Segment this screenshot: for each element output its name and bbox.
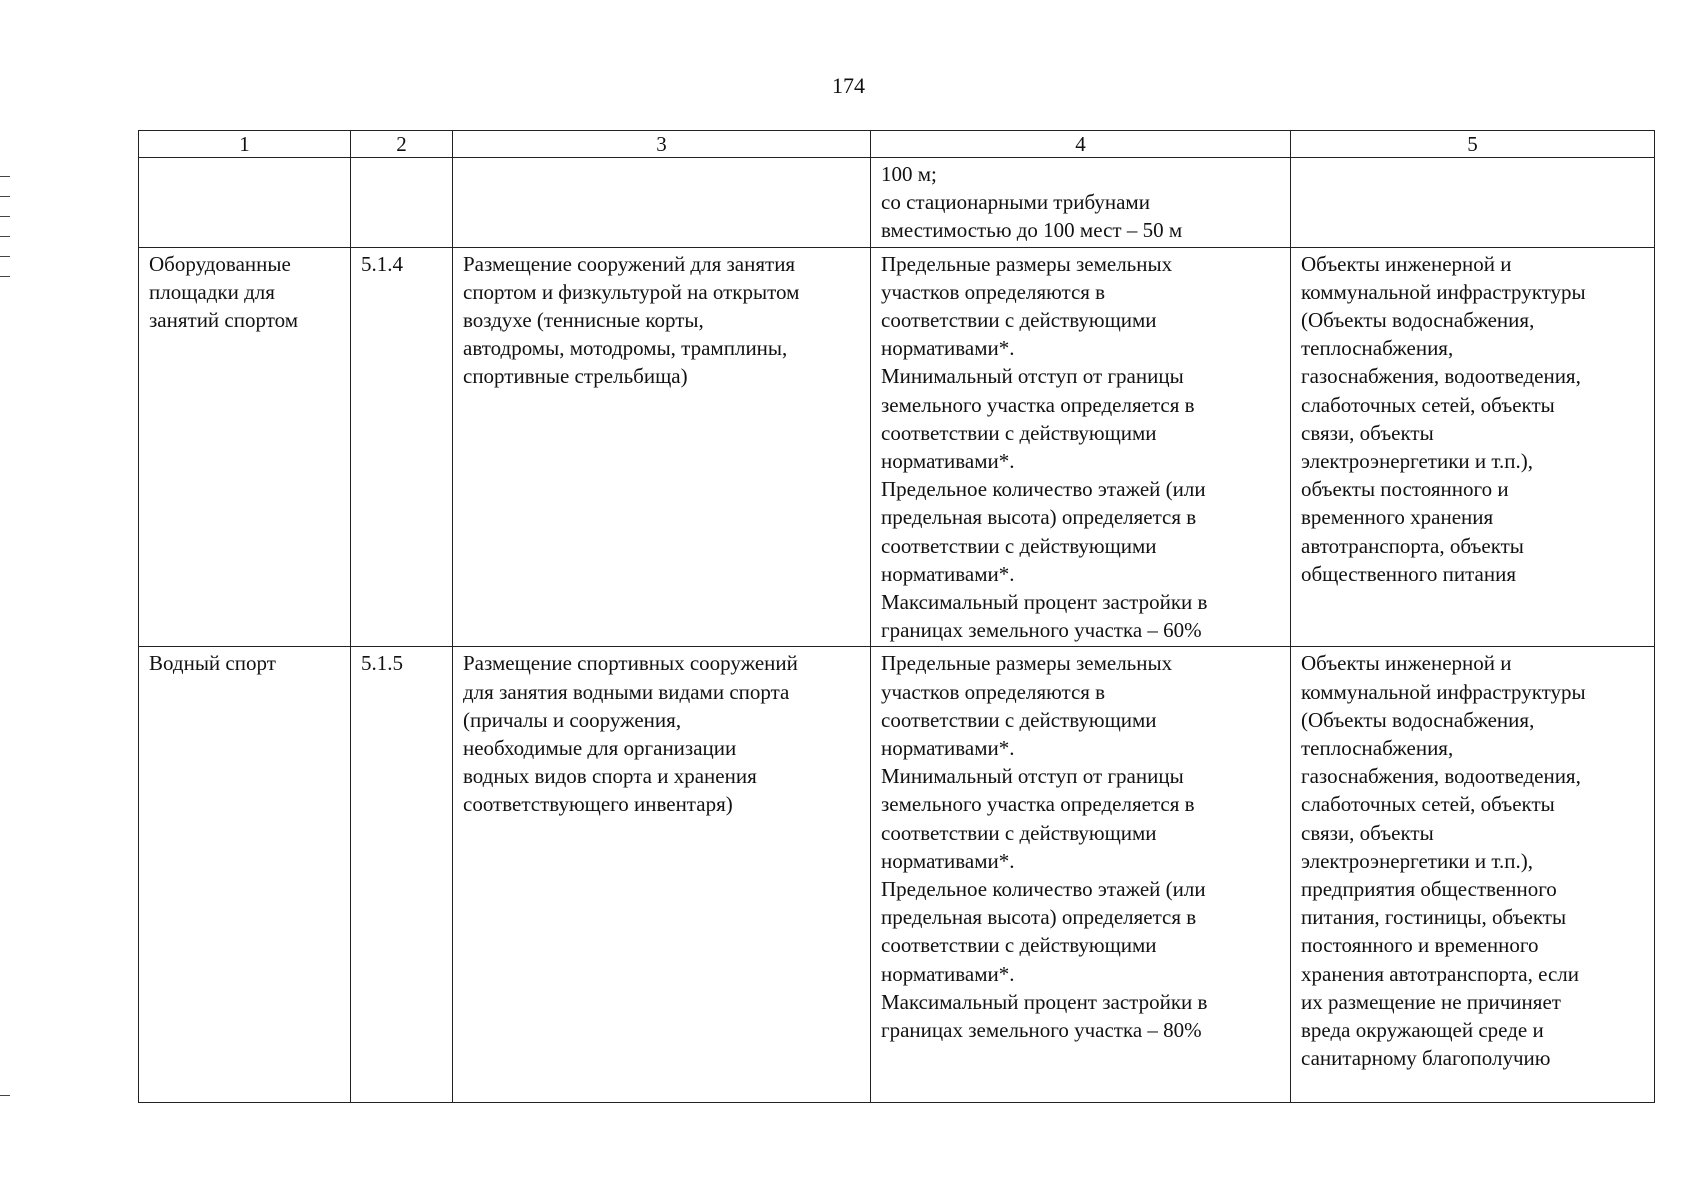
text-line: Максимальный процент застройки в xyxy=(881,590,1208,615)
text-line: временного хранения xyxy=(1301,505,1494,530)
text-line: слаботочных сетей, объекты xyxy=(1301,392,1555,417)
text-line: участков определяются в xyxy=(881,679,1106,704)
use-name-cell xyxy=(139,647,351,1103)
auxiliary-uses-cell xyxy=(1291,647,1655,1103)
text-line: автодромы, мотодромы, трамплины, xyxy=(463,336,788,361)
table-cell xyxy=(139,158,351,248)
text-line: Размещение сооружений для занятия xyxy=(463,251,796,276)
text-line: (Объекты водоснабжения, xyxy=(1301,308,1535,333)
text-line: нормативами*. xyxy=(881,961,1015,986)
text-line: Водный спорт xyxy=(149,651,276,676)
description-cell xyxy=(453,647,871,1103)
text-line: Предельные размеры земельных xyxy=(881,251,1173,276)
text-line: вместимостью до 100 мест – 50 м xyxy=(881,218,1183,243)
text-line: (причалы и сооружения, xyxy=(463,707,682,732)
text-line: электроэнергетики и т.п.), xyxy=(1301,848,1533,873)
text-line: связи, объекты xyxy=(1301,820,1434,845)
text-line: предельная высота) определяется в xyxy=(881,505,1197,530)
table-row xyxy=(139,647,1655,1103)
text-line: соответствии с действующими xyxy=(881,933,1157,958)
text-line: Размещение спортивных сооружений xyxy=(463,651,798,676)
use-name-cell xyxy=(139,247,351,647)
text-line: электроэнергетики и т.п.), xyxy=(1301,449,1533,474)
page-number: 174 xyxy=(832,73,865,98)
use-code-cell xyxy=(351,647,453,1103)
text-line: предприятия общественного xyxy=(1301,877,1557,902)
text-line: 5.1.5 xyxy=(361,651,403,676)
text-line: постоянного и временного xyxy=(1301,933,1539,958)
text-line: их размещение не причиняет xyxy=(1301,989,1561,1014)
text-line: (Объекты водоснабжения, xyxy=(1301,707,1535,732)
text-line: границах земельного участка – 60% xyxy=(881,618,1202,643)
text-line: Объекты инженерной и xyxy=(1301,651,1512,676)
text-line: нормативами*. xyxy=(881,561,1015,586)
text-line: для занятия водными видами спорта xyxy=(463,679,790,704)
margin-mark xyxy=(0,176,10,177)
text-line: со стационарными трибунами xyxy=(881,190,1150,215)
text-line: слаботочных сетей, объекты xyxy=(1301,792,1555,817)
text-line: Оборудованные xyxy=(149,251,291,276)
table-cell xyxy=(1291,158,1655,248)
text-line: соответствии с действующими xyxy=(881,308,1157,333)
table-cell xyxy=(453,158,871,248)
text-line: участков определяются в xyxy=(881,279,1106,304)
parameters-cell xyxy=(871,647,1291,1103)
text-line: земельного участка определяется в xyxy=(881,392,1195,417)
column-number-header: 5 xyxy=(1291,131,1655,158)
text-line: объекты постоянного и xyxy=(1301,477,1509,502)
text-line: теплоснабжения, xyxy=(1301,336,1454,361)
text-line: нормативами*. xyxy=(881,848,1015,873)
parameters-cell xyxy=(871,158,1291,248)
text-line: спортом и физкультурой на открытом xyxy=(463,279,800,304)
text-line: хранения автотранспорта, если xyxy=(1301,961,1580,986)
text-line: Максимальный процент застройки в xyxy=(881,989,1208,1014)
table-header-row xyxy=(139,131,1655,158)
description-cell xyxy=(453,247,871,647)
text-line: коммунальной инфраструктуры xyxy=(1301,279,1586,304)
text-line: газоснабжения, водоотведения, xyxy=(1301,764,1581,789)
auxiliary-uses-cell xyxy=(1291,247,1655,647)
continuation-row xyxy=(139,158,1655,248)
text-line: воздухе (теннисные корты, xyxy=(463,308,704,333)
margin-mark xyxy=(0,1095,10,1096)
text-line: соответствии с действующими xyxy=(881,533,1157,558)
text-line: площадки для xyxy=(149,279,275,304)
column-number-header: 3 xyxy=(453,131,871,158)
table-cell xyxy=(351,158,453,248)
margin-mark xyxy=(0,256,10,257)
text-line: занятий спортом xyxy=(149,308,298,333)
text-line: общественного питания xyxy=(1301,561,1516,586)
text-line: Предельные размеры земельных xyxy=(881,651,1173,676)
text-line: необходимые для организации xyxy=(463,736,737,761)
text-line: границах земельного участка – 80% xyxy=(881,1018,1202,1043)
column-number-header: 1 xyxy=(139,131,351,158)
text-line: соответствии с действующими xyxy=(881,820,1157,845)
land-use-table xyxy=(138,130,1655,1103)
text-line: соответствии с действующими xyxy=(881,707,1157,732)
text-line: 100 м; xyxy=(881,162,937,186)
margin-mark xyxy=(0,236,10,237)
text-line: нормативами*. xyxy=(881,736,1015,761)
text-line: Минимальный отступ от границы xyxy=(881,764,1184,789)
text-line: питания, гостиницы, объекты xyxy=(1301,905,1567,930)
margin-mark xyxy=(0,276,10,277)
column-number-header: 2 xyxy=(351,131,453,158)
text-line: санитарному благополучию xyxy=(1301,1046,1551,1071)
text-line: соответствии с действующими xyxy=(881,420,1157,445)
text-line: Минимальный отступ от границы xyxy=(881,364,1184,389)
text-line: водных видов спорта и хранения xyxy=(463,764,757,789)
text-line: вреда окружающей среде и xyxy=(1301,1018,1544,1043)
text-line: Предельное количество этажей (или xyxy=(881,477,1206,502)
column-number-header: 4 xyxy=(871,131,1291,158)
text-line: Предельное количество этажей (или xyxy=(881,877,1206,902)
text-line: нормативами*. xyxy=(881,336,1015,361)
margin-mark xyxy=(0,196,10,197)
parameters-cell xyxy=(871,247,1291,647)
text-line: нормативами*. xyxy=(881,449,1015,474)
text-line: автотранспорта, объекты xyxy=(1301,533,1524,558)
text-line: газоснабжения, водоотведения, xyxy=(1301,364,1581,389)
text-line: 5.1.4 xyxy=(361,251,403,276)
text-line: Объекты инженерной и xyxy=(1301,251,1512,276)
margin-mark xyxy=(0,216,10,217)
text-line: теплоснабжения, xyxy=(1301,736,1454,761)
use-code-cell xyxy=(351,247,453,647)
text-line: связи, объекты xyxy=(1301,420,1434,445)
table-row xyxy=(139,247,1655,647)
text-line: земельного участка определяется в xyxy=(881,792,1195,817)
text-line: спортивные стрельбища) xyxy=(463,364,688,389)
text-line: соответствующего инвентаря) xyxy=(463,792,733,817)
text-line: предельная высота) определяется в xyxy=(881,905,1197,930)
text-line: коммунальной инфраструктуры xyxy=(1301,679,1586,704)
